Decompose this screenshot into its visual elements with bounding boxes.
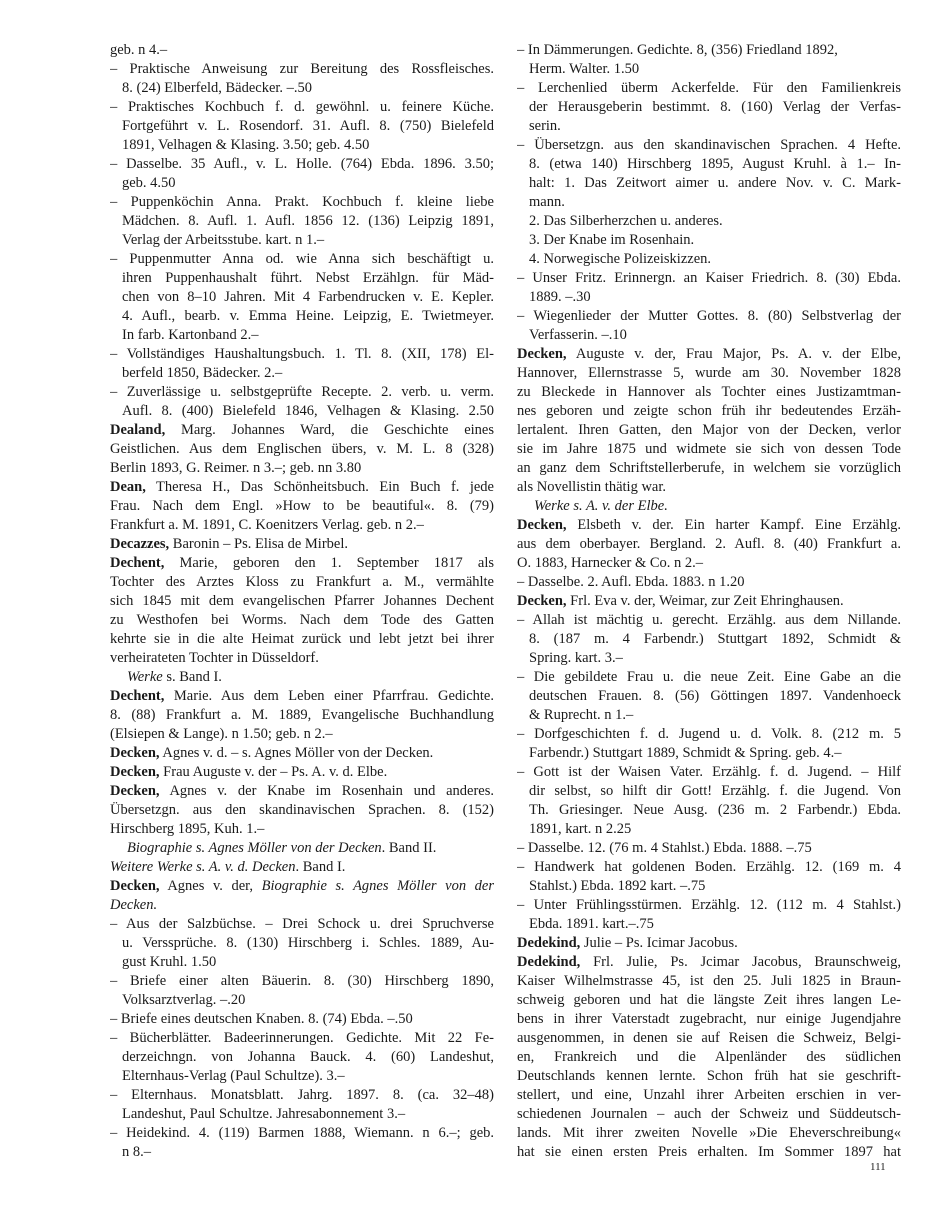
line-text: als Novellistin thätig war. <box>517 479 667 495</box>
line-text: – Allah ist mächtig u. gerecht. Erzählg. aus dem Nillande. <box>517 612 901 628</box>
text-line <box>110 1143 494 1162</box>
text-line <box>110 326 494 345</box>
line-text: 8. (24) Elberfeld, Bädecker. –.50 <box>122 80 313 96</box>
line-text: Th. Griesinger. Neue Ausg. (236 m. 2 Farbendr.) Ebda. <box>529 802 901 818</box>
text-line <box>110 516 494 535</box>
text-line <box>110 801 494 820</box>
line-text: schiedenen Journalen – auch der Schweiz und Süddeutsch- <box>517 1106 901 1122</box>
line-text: Verlag der Arbeitsstube. kart. n 1.– <box>122 232 325 248</box>
line-text: Frau Auguste v. der – Ps. A. v. d. Elbe. <box>159 764 388 780</box>
line-text: – Die gebildete Frau u. die neue Zeit. Eine Gabe an die <box>517 669 901 685</box>
line-text: 3. Der Knabe im Rosenhain. <box>529 232 695 248</box>
line-text: Verfasserin. –.10 <box>529 327 627 343</box>
text-line <box>517 763 901 782</box>
line-text: an ganz dem Schriftstellerberufe, in welchem sie vorzüglich <box>517 460 901 476</box>
line-text: In farb. Kartonband 2.– <box>122 327 259 343</box>
line-text: Spring. kart. 3.– <box>529 650 623 666</box>
text-line <box>110 79 494 98</box>
text-line <box>517 1010 901 1029</box>
text-line <box>110 858 494 877</box>
italic-text: Biographie s. Agnes Möller von der <box>261 878 494 894</box>
line-text: 4. Norwegische Polizeiskizzen. <box>529 251 712 267</box>
text-line <box>110 117 494 136</box>
line-text: – Praktisches Kochbuch f. d. gewöhnl. u. feinere Küche. <box>110 99 494 115</box>
line-text: Julie – Ps. Icimar Jacobus. <box>580 935 738 951</box>
line-text: Volksarztverlag. –.20 <box>122 992 246 1008</box>
text-line <box>517 1048 901 1067</box>
text-line <box>110 896 494 915</box>
line-text: hat sie einen ersten Preis erhalten. Im Sommer 1897 hat <box>517 1144 901 1160</box>
line-text: 4. Aufl., bearb. v. Emma Heine. Leipzig, E. Twietmeyer. <box>122 308 494 324</box>
line-text: – In Dämmerungen. Gedichte. 8, (356) Friedland 1892, <box>517 42 838 58</box>
text-line <box>517 155 901 174</box>
text-line <box>517 896 901 915</box>
text-line <box>110 573 494 592</box>
line-text: – Heidekind. 4. (119) Barmen 1888, Wiemann. n 6.–; geb. <box>110 1125 494 1141</box>
text-line <box>517 402 901 421</box>
line-text: – Vollständiges Haushaltungsbuch. 1. Tl. 8. (XII, 178) El- <box>110 346 494 362</box>
text-line <box>517 744 901 763</box>
text-line <box>517 1124 901 1143</box>
entry-name: Decken, <box>517 517 567 533</box>
text-line <box>110 155 494 174</box>
line-text: – Unter Frühlingsstürmen. Erzählg. 12. (112 m. 4 Stahlst.) <box>517 897 901 913</box>
text-line <box>517 174 901 193</box>
text-line <box>110 383 494 402</box>
line-text: – Lerchenlied überm Ackerfelde. Für den Familienkreis <box>517 80 901 96</box>
line-text: bens in ihrer Vaterstadt zugebracht, nur einige Jugendjahre <box>517 1011 901 1027</box>
text-line <box>517 269 901 288</box>
text-line <box>110 364 494 383</box>
line-text: – Elternhaus. Monatsblatt. Jahrg. 1897. 8. (ca. 32–48) <box>110 1087 494 1103</box>
line-text: der Herausgeberin bestimmt. 8. (160) Verlag der Verfas- <box>529 99 901 115</box>
line-text: – Puppenmutter Anna od. wie Anna sich beschäftigt u. <box>110 251 494 267</box>
line-text: – Aus der Salzbüchse. – Drei Schock u. drei Spruchverse <box>110 916 494 932</box>
text-line <box>517 915 901 934</box>
entry-name: Decken, <box>517 346 567 362</box>
line-text: Landeshut, Paul Schultze. Jahresabonnement 3.– <box>122 1106 406 1122</box>
line-text: – Zuverlässige u. selbstgeprüfte Recepte. 2. verb. u. verm. <box>110 384 494 400</box>
entry-name: Dedekind, <box>517 954 581 970</box>
text-line <box>517 1086 901 1105</box>
line-text: Farbendr.) Stuttgart 1889, Schmidt & Spring. geb. 4.– <box>529 745 842 761</box>
line-text: Berlin 1893, G. Reimer. n 3.–; geb. nn 3.80 <box>110 460 362 476</box>
entry-name: Dechent, <box>110 555 165 571</box>
line-text: Kaiser Wilhelmstrasse 45, ist den 25. Juli 1825 in Braun- <box>517 973 901 989</box>
line-text: (Elsiepen & Lange). n 1.50; geb. n 2.– <box>110 726 333 742</box>
line-text: – Gott ist der Waisen Vater. Erzählg. f. d. Jugend. – Hilf <box>517 764 901 780</box>
text-line <box>110 250 494 269</box>
line-text: en, Frankreich und die Alpenländer des südlichen <box>517 1049 901 1065</box>
line-text: kehrte sie in die alte Heimat zurück und lebt jetzt bei ihrer <box>110 631 494 647</box>
text-line <box>517 288 901 307</box>
line-text: zu Bleckede in Hannover als Tochter eines Justizamtman- <box>517 384 901 400</box>
line-text: dir selbst, so hilft dir Gott! Erzählg. f. die Jugend. Von <box>529 783 901 799</box>
text-line <box>110 934 494 953</box>
line-text: Agnes v. der, <box>159 878 262 894</box>
entry-name: Decken, <box>110 745 160 761</box>
text-line <box>517 60 901 79</box>
entry-name: Dedekind, <box>517 935 581 951</box>
text-line <box>517 383 901 402</box>
text-line <box>517 98 901 117</box>
text-line <box>517 725 901 744</box>
text-line <box>517 706 901 725</box>
text-line <box>110 592 494 611</box>
text-line <box>110 1105 494 1124</box>
text-line <box>517 440 901 459</box>
line-text: . Band I. <box>295 859 346 875</box>
text-line <box>110 839 494 858</box>
italic-text: Decken. <box>110 897 158 913</box>
line-text: 1891, Velhagen & Klasing. 3.50; geb. 4.50 <box>122 137 370 153</box>
entry-name: Decken, <box>110 783 160 799</box>
text-line <box>110 725 494 744</box>
text-line <box>517 326 901 345</box>
text-line <box>110 630 494 649</box>
text-line <box>517 1029 901 1048</box>
text-line <box>517 782 901 801</box>
text-line <box>110 953 494 972</box>
text-line <box>517 117 901 136</box>
line-text: chen von 8–10 Jahren. Mit 4 Farbendrucken v. E. Kepler. <box>122 289 494 305</box>
line-text: – Bücherblätter. Badeerinnerungen. Gedichte. Mit 22 Fe- <box>110 1030 494 1046</box>
line-text: Frau. Nach dem Engl. »How to be beautiful«. 8. (79) <box>110 498 494 514</box>
line-text: berfeld 1850, Bädecker. 2.– <box>122 365 283 381</box>
line-text: deutschen Frauen. 8. (56) Göttingen 1897. Vandenhoeck <box>529 688 901 704</box>
text-line <box>517 497 901 516</box>
text-line <box>517 212 901 231</box>
line-text: Auguste v. der, Frau Major, Ps. A. v. der Elbe, <box>566 346 901 362</box>
text-line <box>110 307 494 326</box>
line-text: mann. <box>529 194 565 210</box>
line-text: geb. n 4.– <box>110 42 168 58</box>
line-text: Hannover, Ellernstrasse 5, wurde am 30. November 1828 <box>517 365 901 381</box>
text-line <box>110 60 494 79</box>
text-line <box>517 649 901 668</box>
line-text: ihren Puppenhaushalt führt. Nebst Erzählgn. für Mäd- <box>122 270 494 286</box>
text-line <box>517 991 901 1010</box>
entry-name: Decken, <box>110 764 160 780</box>
line-text: zu Westhofen bei Worms. Nach dem Tode des Gatten <box>110 612 494 628</box>
italic-text: Weitere Werke s. A. v. d. Decken <box>110 859 296 875</box>
text-line <box>517 1143 901 1162</box>
line-text: s. Band I. <box>162 669 222 685</box>
entry-name: Dean, <box>110 479 146 495</box>
text-line <box>110 1124 494 1143</box>
text-line <box>517 79 901 98</box>
text-line <box>110 174 494 193</box>
line-text: O. 1883, Harnecker & Co. n 2.– <box>517 555 704 571</box>
line-text: stellert, und eine, Unzahl ihrer Arbeiten erschien in ver- <box>517 1087 901 1103</box>
line-text: Agnes v. der Knabe im Rosenhain und anderes. <box>159 783 494 799</box>
text-line <box>517 1067 901 1086</box>
line-text: – Dorfgeschichten f. d. Jugend u. d. Volk. 8. (212 m. 5 <box>517 726 901 742</box>
line-text: Frankfurt a. M. 1891, C. Koenitzers Verlag. geb. n 2.– <box>110 517 424 533</box>
text-line <box>517 136 901 155</box>
text-line <box>110 991 494 1010</box>
text-line <box>517 877 901 896</box>
line-text: Elternhaus-Verlag (Paul Schultze). 3.– <box>122 1068 345 1084</box>
line-text: serin. <box>529 118 561 134</box>
text-line <box>517 231 901 250</box>
line-text: – Briefe einer alten Bäuerin. 8. (30) Hirschberg 1890, <box>110 973 494 989</box>
line-text: nes geboren und zeigte schon früh ihr bedeutendes Erzäh- <box>517 403 901 419</box>
line-text: Theresa H., Das Schönheitsbuch. Ein Buch f. jede <box>145 479 494 495</box>
text-line <box>517 934 901 953</box>
line-text: 8. (187 m. 4 Farbendr.) Stuttgart 1892, Schmidt & <box>529 631 901 647</box>
line-text: Baronin – Ps. Elisa de Mirbel. <box>169 536 348 552</box>
line-text: – Unser Fritz. Erinnergn. an Kaiser Friedrich. 8. (30) Ebda. <box>517 270 901 286</box>
text-line <box>110 1048 494 1067</box>
entry-name: Decazzes, <box>110 536 170 552</box>
left-column <box>110 41 494 1162</box>
entry-name: Decken, <box>110 878 160 894</box>
text-line <box>517 820 901 839</box>
text-line <box>517 364 901 383</box>
text-line <box>110 345 494 364</box>
text-line <box>517 801 901 820</box>
line-text: Marie. Aus dem Leben einer Pfarrfrau. Gedichte. <box>164 688 494 704</box>
line-text: 1889. –.30 <box>529 289 591 305</box>
line-text: derzeichngn. von Johanna Bauck. 4. (60) Landeshut, <box>122 1049 494 1065</box>
line-text: – Dasselbe. 12. (76 m. 4 Stahlst.) Ebda. 1888. –.75 <box>517 840 812 856</box>
text-line <box>110 706 494 725</box>
text-line <box>110 231 494 250</box>
line-text: Herm. Walter. 1.50 <box>529 61 640 77</box>
text-line <box>110 877 494 896</box>
text-line <box>110 421 494 440</box>
text-line <box>517 953 901 972</box>
page-number: 111 <box>870 1161 886 1173</box>
line-text: – Praktische Anweisung zur Bereitung des Rossfleisches. <box>110 61 494 77</box>
line-text: lertalent. Ihren Gatten, den Major von der Decken, verlor <box>517 422 901 438</box>
line-text: Hirschberg 1895, Kuh. 1.– <box>110 821 265 837</box>
text-line <box>517 535 901 554</box>
text-line <box>517 668 901 687</box>
text-line <box>517 554 901 573</box>
text-line <box>517 858 901 877</box>
text-line <box>517 611 901 630</box>
text-line <box>110 972 494 991</box>
line-text: – Handwerk hat goldenen Boden. Erzählg. 12. (169 m. 4 <box>517 859 901 875</box>
line-text: Deutschlands kennen lernte. Schon früh hat sie geschrift- <box>517 1068 901 1084</box>
text-line <box>110 212 494 231</box>
text-line <box>110 1086 494 1105</box>
line-text: & Ruprecht. n 1.– <box>529 707 634 723</box>
text-line <box>110 611 494 630</box>
line-text: schweig geboren und hat die längste Zeit ihres langen Le- <box>517 992 901 1008</box>
text-line <box>517 592 901 611</box>
text-line <box>110 497 494 516</box>
text-line <box>110 1029 494 1048</box>
text-line <box>517 839 901 858</box>
text-line <box>517 41 901 60</box>
italic-text: Biographie s. Agnes Möller von der Decken <box>127 840 382 856</box>
text-line <box>517 459 901 478</box>
text-line <box>110 535 494 554</box>
text-line <box>517 250 901 269</box>
text-line <box>110 915 494 934</box>
text-line <box>517 345 901 364</box>
line-text: gust Kruhl. 1.50 <box>122 954 217 970</box>
text-line <box>110 478 494 497</box>
text-line <box>110 687 494 706</box>
text-line <box>110 193 494 212</box>
italic-text: Werke <box>127 669 163 685</box>
text-line <box>110 1010 494 1029</box>
line-text: 2. Das Silberherzchen u. anderes. <box>529 213 723 229</box>
line-text: Mädchen. 8. Aufl. 1. Aufl. 1856 12. (136) Leipzig 1891, <box>122 213 494 229</box>
line-text: n 8.– <box>122 1144 151 1160</box>
line-text: Übersetzgn. aus den skandinavischen Sprachen. 8. (152) <box>110 802 494 818</box>
text-line <box>110 440 494 459</box>
text-line <box>110 668 494 687</box>
line-text: Aufl. 8. (400) Bielefeld 1846, Velhagen & Klasing. 2.50 <box>122 403 494 419</box>
line-text: Frl. Julie, Ps. Jcimar Jacobus, Braunschweig, <box>580 954 901 970</box>
line-text: – Puppenköchin Anna. Prakt. Kochbuch f. kleine liebe <box>110 194 494 210</box>
line-text: Marg. Johannes Ward, die Geschichte eines <box>165 422 494 438</box>
text-line <box>110 744 494 763</box>
line-text: – Dasselbe. 35 Aufl., v. L. Holle. (764) Ebda. 1896. 3.50; <box>110 156 494 172</box>
text-line <box>517 516 901 535</box>
right-column <box>517 41 901 1162</box>
line-text: Fortgeführt v. L. Rosendorf. 31. Aufl. 8. (750) Bielefeld <box>122 118 494 134</box>
line-text: verheirateten Tochter in Düsseldorf. <box>110 650 319 666</box>
line-text: aus dem oberbayer. Bergland. 2. Aufl. 8. (40) Frankfurt a. <box>517 536 901 552</box>
line-text: – Briefe eines deutschen Knaben. 8. (74) Ebda. –.50 <box>110 1011 413 1027</box>
line-text: – Wiegenlieder der Mutter Gottes. 8. (80) Selbstverlag der <box>517 308 901 324</box>
line-text: Geistlichen. Aus dem Englischen übers, v. M. L. 8 (328) <box>110 441 494 457</box>
line-text: halt: 1. Das Zeitwort aimer u. andere Nov. v. C. Mark- <box>529 175 901 191</box>
line-text: Ebda. 1891. kart.–.75 <box>529 916 654 932</box>
line-text: Elsbeth v. der. Ein harter Kampf. Eine Erzählg. <box>566 517 901 533</box>
line-text: Frl. Eva v. der, Weimar, zur Zeit Ehringhausen. <box>566 593 844 609</box>
text-line <box>517 972 901 991</box>
text-line <box>110 1067 494 1086</box>
line-text: ausgenommen, in denen sie auf Reisen die Schweiz, Belgi- <box>517 1030 901 1046</box>
entry-name: Dechent, <box>110 688 165 704</box>
line-text: 8. (88) Frankfurt a. M. 1889, Evangelische Buchhandlung <box>110 707 494 723</box>
text-line <box>110 136 494 155</box>
text-line <box>517 421 901 440</box>
text-line <box>110 98 494 117</box>
line-text: Tochter des Arztes Kloss zu Frankfurt a. M., vermählte <box>110 574 494 590</box>
line-text: – Dasselbe. 2. Aufl. Ebda. 1883. n 1.20 <box>517 574 745 590</box>
text-line <box>517 1105 901 1124</box>
text-line <box>517 573 901 592</box>
line-text: geb. 4.50 <box>122 175 176 191</box>
text-line <box>517 630 901 649</box>
text-line <box>517 478 901 497</box>
line-text: 8. (etwa 140) Hirschberg 1895, August Kruhl. à 1.– In- <box>529 156 901 172</box>
text-line <box>110 269 494 288</box>
line-text: sie im Jahre 1875 und widmete sie sich von dessen Tode <box>517 441 901 457</box>
line-text: Stahlst.) Ebda. 1892 kart. –.75 <box>529 878 706 894</box>
line-text: Marie, geboren den 1. September 1817 als <box>164 555 494 571</box>
line-text: . Band II. <box>381 840 437 856</box>
line-text: u. Verssprüche. 8. (130) Hirschberg i. Schles. 1889, Au- <box>122 935 494 951</box>
text-line <box>110 649 494 668</box>
text-line <box>110 763 494 782</box>
italic-text: Werke s. A. v. der Elbe. <box>534 498 668 514</box>
text-line <box>110 41 494 60</box>
text-line <box>517 687 901 706</box>
text-line <box>110 288 494 307</box>
entry-name: Decken, <box>517 593 567 609</box>
text-line <box>110 782 494 801</box>
text-line <box>110 554 494 573</box>
text-line <box>110 402 494 421</box>
entry-name: Dealand, <box>110 422 166 438</box>
text-line <box>517 193 901 212</box>
text-line <box>110 820 494 839</box>
text-line <box>517 307 901 326</box>
line-text: – Übersetzgn. aus den skandinavischen Sprachen. 4 Hefte. <box>517 137 901 153</box>
line-text: 1891, kart. n 2.25 <box>529 821 632 837</box>
line-text: sich 1845 mit dem evangelischen Pfarrer Johannes Dechent <box>110 593 494 609</box>
line-text: Agnes v. d. – s. Agnes Möller von der Decken. <box>159 745 434 761</box>
line-text: lands. Mit ihrer zweiten Novelle »Die Eheverschreibung« <box>517 1125 901 1141</box>
text-line <box>110 459 494 478</box>
